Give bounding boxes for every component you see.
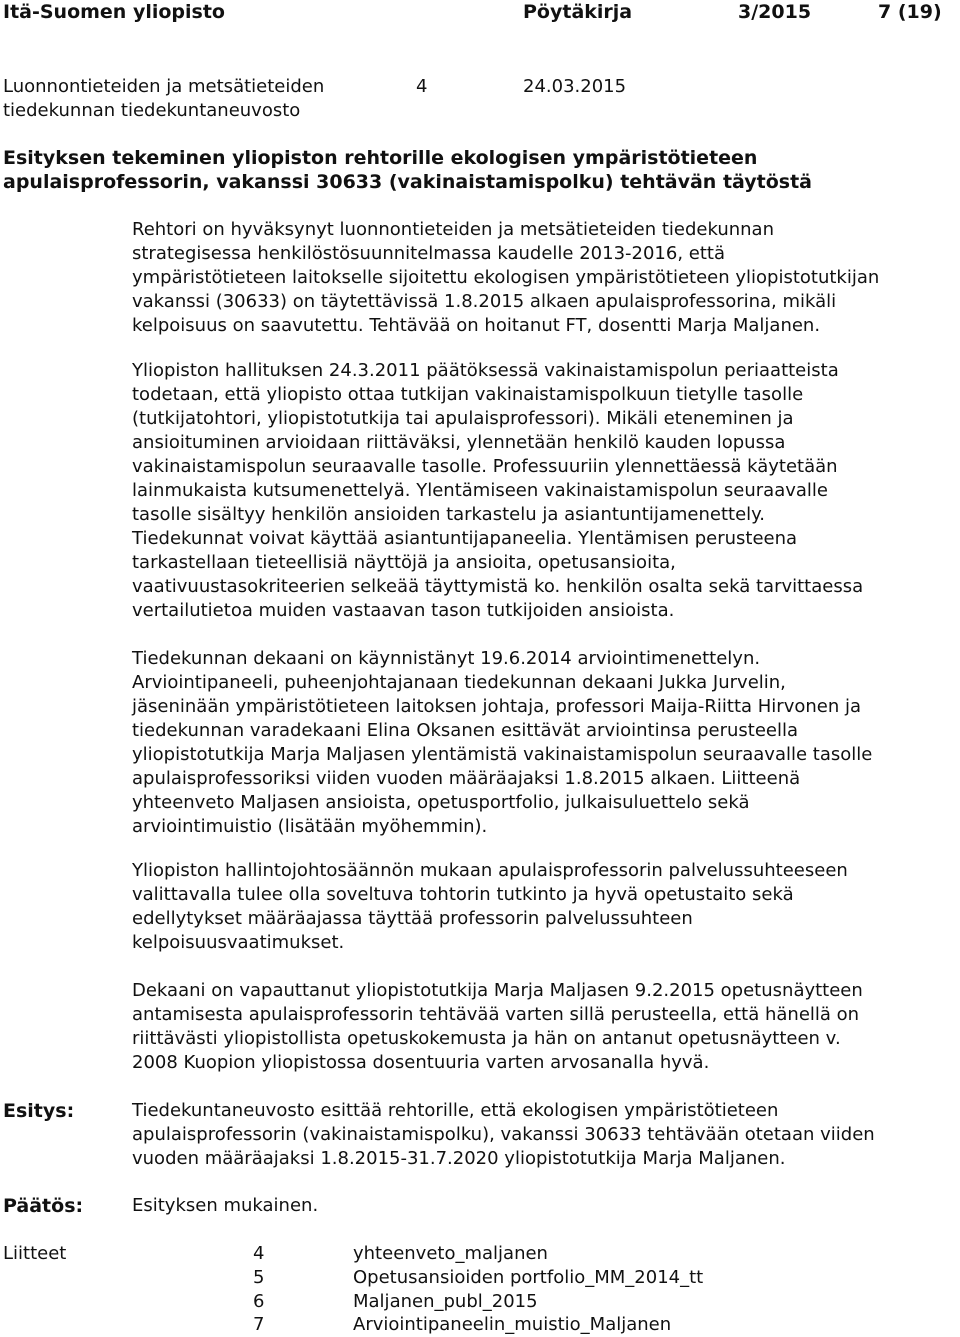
paragraph-line: Yliopiston hallituksen 24.3.2011 päätöksessä vakinaistamispolun periaatteista — [132, 360, 839, 381]
proposal-label: Esitys: — [3, 1100, 75, 1122]
paragraph-line: (tutkijatohtori, yliopistotutkija tai apulaisprofessori). Mikäli eteneminen ja — [132, 408, 794, 429]
body-paragraph — [132, 359, 958, 623]
paragraph-line: Tiedekunnat voivat käyttää asiantuntijapaneelia. Ylentämisen perusteena — [132, 528, 798, 549]
paragraph-line: antamisesta apulaisprofessorin tehtävää varten sillä perusteella, että hänellä on — [132, 1004, 860, 1025]
meeting-item-number: 4 — [416, 76, 428, 97]
paragraph-line: jäseninään ympäristötieteen laitoksen johtaja, professori Maija-Riitta Hirvonen ja — [132, 696, 861, 717]
paragraph-line: 2008 Kuopion yliopistossa dosentuuria varten arvosanalla hyvä. — [132, 1052, 710, 1073]
attachment-name: Opetusansioiden portfolio_MM_2014_tt — [353, 1267, 704, 1288]
paragraph-line: Rehtori on hyväksynyt luonnontieteiden ja metsätieteiden tiedekunnan — [132, 219, 774, 240]
header-page-number: 7 (19) — [878, 1, 942, 23]
header-university: Itä-Suomen yliopisto — [3, 1, 225, 23]
attachment-number: 7 — [253, 1314, 265, 1335]
paragraph-line: kelpoisuusvaatimukset. — [132, 932, 345, 953]
meeting-date: 24.03.2015 — [523, 76, 627, 97]
paragraph-line: strategisessa henkilöstösuunnitelmassa kaudelle 2013-2016, että — [132, 243, 725, 264]
paragraph-line: valittavalla tulee olla soveltuva tohtorin tutkinto ja hyvä opetustaito sekä — [132, 884, 794, 905]
paragraph-line: Arviointipaneeli, puheenjohtajanaan tiedekunnan dekaani Jukka Jurvelin, — [132, 672, 786, 693]
paragraph-line: vaativuustasokriteerien selkeää täyttymistä ko. henkilön osalta sekä tarvittaessa — [132, 576, 864, 597]
proposal-line: apulaisprofessorin (vakinaistamispolku), vakanssi 30633 tehtävään otetaan viiden — [132, 1124, 875, 1145]
attachment-number: 5 — [253, 1267, 265, 1288]
paragraph-line: riittävästi yliopistollista opetuskokemusta ja hän on antanut opetusnäytteen v. — [132, 1028, 841, 1049]
paragraph-line: vertailutietoa muiden vastaavan tason tutkijoiden ansioista. — [132, 600, 675, 621]
paragraph-line: vakinaistamispolun seuraavalle tasolle. Professuuriin ylennettäessä käytetään — [132, 456, 838, 477]
proposal-text — [132, 1099, 958, 1171]
attachment-name: Arviointipaneelin_muistio_Maljanen — [353, 1314, 672, 1335]
paragraph-line: Tiedekunnan dekaani on käynnistänyt 19.6.2014 arviointimenettelyn. — [132, 648, 761, 669]
paragraph-line: edellytykset määräajassa täyttää professorin palvelussuhteen — [132, 908, 693, 929]
attachment-number: 6 — [253, 1291, 265, 1312]
paragraph-line: tiedekunnan varadekaani Elina Oksanen esittävät arviointinsa perusteella — [132, 720, 799, 741]
paragraph-line: Dekaani on vapauttanut yliopistotutkija Marja Maljasen 9.2.2015 opetusnäytteen — [132, 980, 863, 1001]
attachment-name: yhteenveto_maljanen — [353, 1243, 548, 1264]
paragraph-line: ympäristötieteen laitokselle sijoitettu ekologisen ympäristötieteen yliopistotutkijan — [132, 267, 880, 288]
paragraph-line: kelpoisuus on saavutettu. Tehtävää on hoitanut FT, dosentti Marja Maljanen. — [132, 315, 821, 336]
item-title — [3, 146, 812, 194]
item-title-line: apulaisprofessorin, vakanssi 30633 (vakinaistamispolku) tehtävän täytöstä — [3, 171, 813, 193]
attachment-number: 4 — [253, 1243, 265, 1264]
body-paragraph — [132, 979, 958, 1075]
item-title-line: Esityksen tekeminen yliopiston rehtorille ekologisen ympäristötieteen — [3, 147, 758, 169]
paragraph-line: apulaisprofessoriksi viiden vuoden määräajaksi 1.8.2015 alkaen. Liitteenä — [132, 768, 801, 789]
paragraph-line: arviointimuistio (lisätään myöhemmin). — [132, 816, 488, 837]
paragraph-line: tarkastellaan tieteellisiä näyttöjä ja ansioita, opetusansioita, — [132, 552, 676, 573]
body-paragraph — [132, 859, 958, 955]
proposal-line: vuoden määräajaksi 1.8.2015-31.7.2020 yliopistotutkija Marja Maljanen. — [132, 1148, 786, 1169]
decision-label: Päätös: — [3, 1195, 84, 1217]
paragraph-line: todetaan, että yliopisto ottaa tutkijan vakinaistamispolkuun tietylle tasolle — [132, 384, 804, 405]
paragraph-line: yhteenveto Maljasen ansioista, opetusportfolio, julkaisuluettelo sekä — [132, 792, 750, 813]
body-paragraph — [132, 647, 958, 839]
header-doc-type: Pöytäkirja — [523, 1, 633, 23]
paragraph-line: yliopistotutkija Marja Maljasen ylentämistä vakinaistamispolun seuraavalle tasolle — [132, 744, 873, 765]
paragraph-line: Yliopiston hallintojohtosäännön mukaan apulaisprofessorin palvelussuhteeseen — [132, 860, 848, 881]
body-paragraph — [132, 218, 958, 338]
paragraph-line: vakanssi (30633) on täytettävissä 1.8.2015 alkaen apulaisprofessorina, mikäli — [132, 291, 837, 312]
attachments-label: Liitteet — [3, 1243, 67, 1264]
meeting-body-line1: Luonnontieteiden ja metsätieteiden — [3, 76, 325, 97]
paragraph-line: lainmukaista kutsumenettelyä. Ylentämiseen vakinaistamispolun seuraavalle — [132, 480, 828, 501]
decision-text: Esityksen mukainen. — [132, 1195, 319, 1216]
header-doc-number: 3/2015 — [738, 1, 812, 23]
meeting-body-line2: tiedekunnan tiedekuntaneuvosto — [3, 100, 301, 121]
paragraph-line: ansioituminen arvioidaan riittäväksi, ylennetään henkilö kauden lopussa — [132, 432, 786, 453]
proposal-line: Tiedekuntaneuvosto esittää rehtorille, että ekologisen ympäristötieteen — [132, 1100, 779, 1121]
paragraph-line: tasolle sisältyy henkilön ansioiden tarkastelu ja asiantuntijamenettely. — [132, 504, 765, 525]
attachment-name: Maljanen_publ_2015 — [353, 1291, 538, 1312]
